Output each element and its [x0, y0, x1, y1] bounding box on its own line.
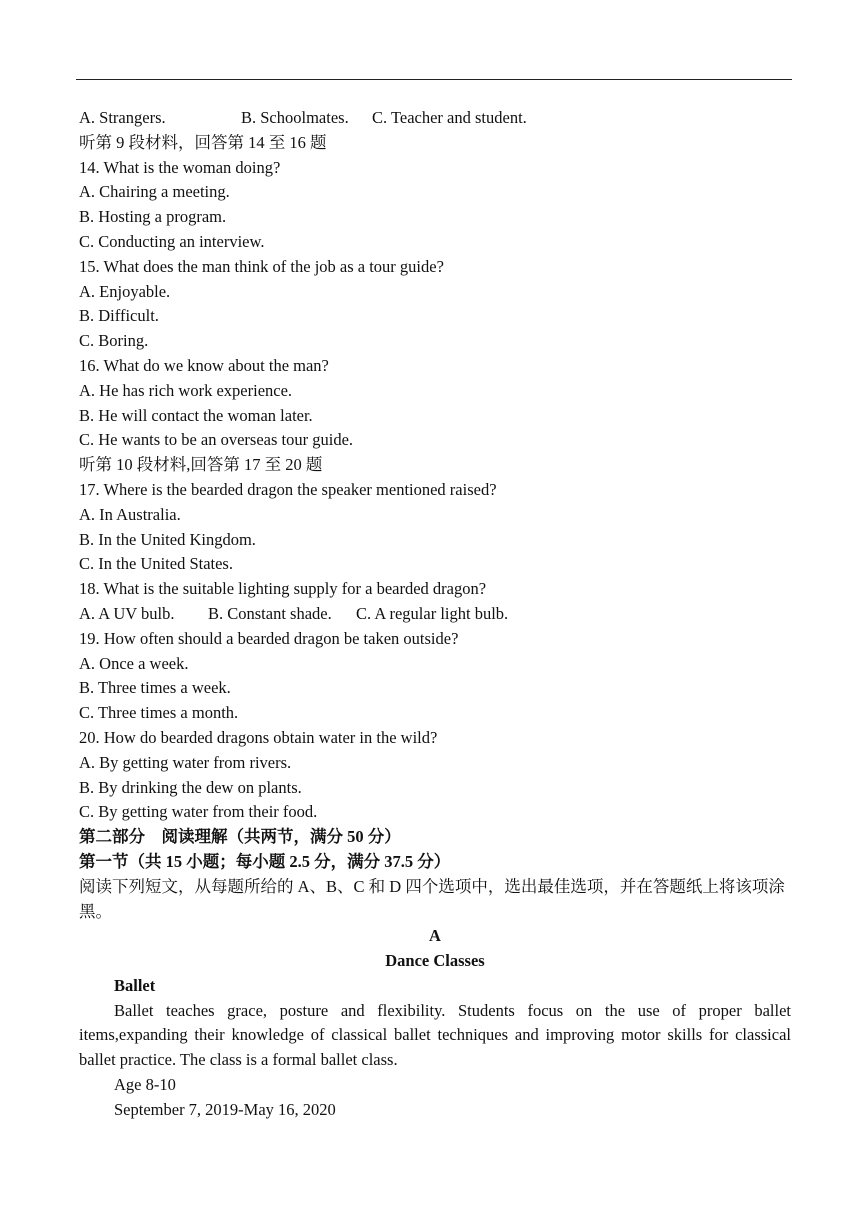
q19-option-b: B. Three times a week.: [79, 678, 231, 698]
q15-question: 15. What does the man think of the job as a tour guide?: [79, 256, 444, 276]
q18-question: 18. What is the suitable lighting supply for a bearded dragon?: [79, 579, 487, 599]
q18-option-c: C. A regular light bulb.: [356, 603, 509, 623]
section9-instruction: 听第 9 段材料，回答第 14 至 16 题: [79, 132, 327, 152]
q16-option-a: A. He has rich work experience.: [79, 380, 293, 400]
q19-option-a: A. Once a week.: [79, 653, 189, 673]
q13-option-b: B. Schoolmates.: [241, 108, 349, 127]
q16-option-b: B. He will contact the woman later.: [79, 405, 313, 425]
q15-option-c: C. Boring.: [79, 331, 149, 351]
q13-option-a: A. Strangers.: [79, 108, 166, 127]
q17-option-c: C. In the United States.: [79, 554, 233, 574]
q14-option-c: C. Conducting an interview.: [79, 231, 265, 251]
q13-options: [79, 106, 791, 131]
q15-option-b: B. Difficult.: [79, 306, 159, 326]
passage-subheading: Ballet: [114, 975, 156, 995]
passage-title: Dance Classes: [385, 951, 485, 971]
passage-letter: A: [429, 926, 441, 946]
q15-option-a: A. Enjoyable.: [79, 281, 171, 301]
q17-option-b: B. In the United Kingdom.: [79, 529, 256, 549]
section1-heading: 第一节（共 15 小题；每小题 2.5 分，满分 37.5 分）: [79, 851, 451, 871]
header-rule: [76, 79, 792, 80]
q20-option-c: C. By getting water from their food.: [79, 802, 318, 822]
q17-option-a: A. In Australia.: [79, 504, 181, 524]
q17-question: 17. Where is the bearded dragon the speaker mentioned raised?: [79, 479, 497, 499]
q20-option-b: B. By drinking the dew on plants.: [79, 777, 302, 797]
q16-option-c: C. He wants to be an overseas tour guide.: [79, 430, 354, 450]
passage-age: Age 8-10: [114, 1075, 176, 1095]
passage-dates: September 7, 2019-May 16, 2020: [114, 1099, 336, 1119]
q20-option-a: A. By getting water from rivers.: [79, 752, 292, 772]
q20-question: 20. How do bearded dragons obtain water in the wild?: [79, 727, 438, 747]
q19-option-c: C. Three times a month.: [79, 703, 239, 723]
q14-question: 14. What is the woman doing?: [79, 157, 281, 177]
exam-content: [79, 106, 791, 1123]
q14-option-b: B. Hosting a program.: [79, 207, 227, 227]
q19-question: 19. How often should a bearded dragon be taken outside?: [79, 628, 459, 648]
reading-instruction: 阅读下列短文，从每题所给的 A、B、C 和 D 四个选项中，选出最佳选项，并在答题纸上将该项涂黑。: [79, 876, 785, 921]
q14-option-a: A. Chairing a meeting.: [79, 182, 230, 202]
part2-heading: 第二部分 阅读理解（共两节，满分 50 分）: [79, 827, 401, 847]
q16-question: 16. What do we know about the man?: [79, 355, 329, 375]
passage-body: Ballet teaches grace, posture and flexibility. Students focus on the use of proper ballet items,expanding their knowledge of classical ballet techniques and improving motor skills for classical ballet practice. The class is a formal ballet class.: [79, 1000, 791, 1070]
section10-instruction: 听第 10 段材料,回答第 17 至 20 题: [79, 455, 323, 475]
q18-options: [79, 602, 791, 627]
q18-option-b: B. Constant shade.: [208, 603, 332, 623]
q18-option-a: A. A UV bulb.: [79, 603, 175, 623]
q13-option-c: C. Teacher and student.: [372, 108, 527, 127]
